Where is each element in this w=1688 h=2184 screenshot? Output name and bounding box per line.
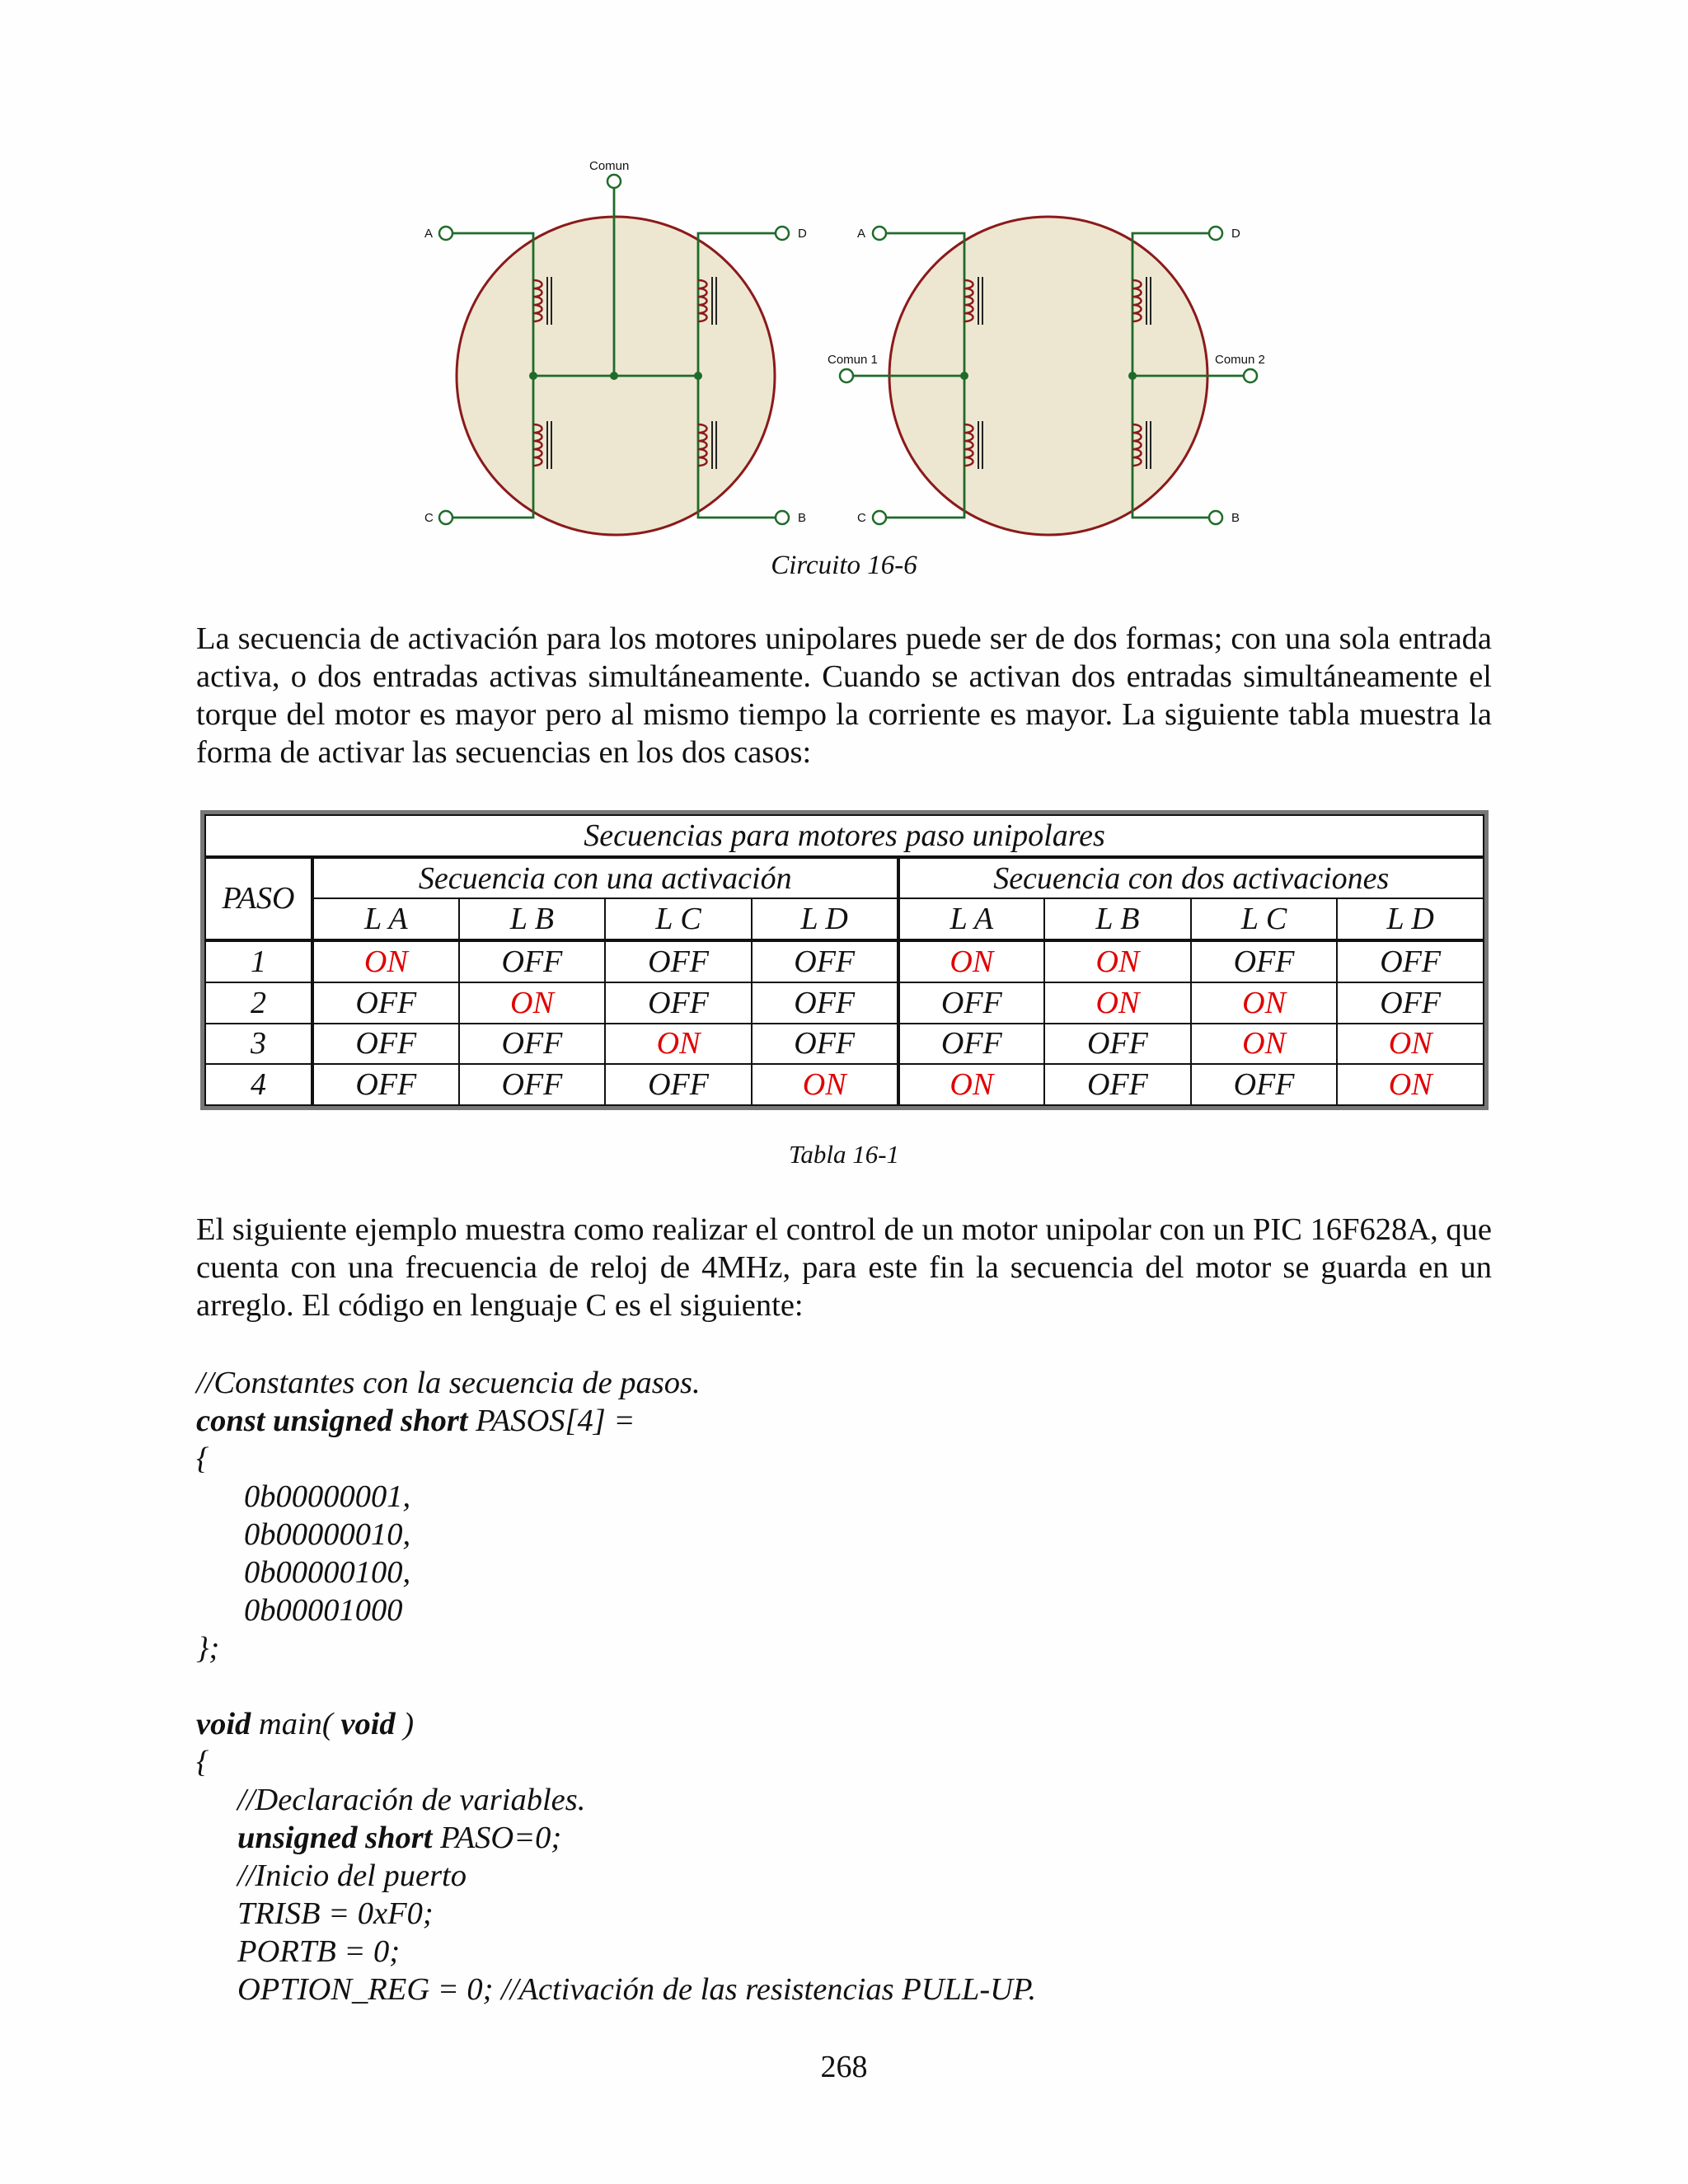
- group-header-double: Secuencia con dos activaciones: [898, 857, 1484, 899]
- label-right-c: C: [857, 511, 866, 525]
- state-cell: OFF: [1191, 940, 1338, 982]
- label-right-b: B: [1231, 511, 1240, 525]
- state-cell: ON: [1191, 982, 1338, 1024]
- label-left-d: D: [798, 227, 807, 241]
- table-row: [205, 1064, 1484, 1105]
- state-cell: ON: [1044, 982, 1191, 1024]
- state-cell: ON: [605, 1024, 752, 1065]
- col-header: L D: [1337, 898, 1484, 940]
- code-line: OPTION_REG = 0; //Activación de las resistencias PULL-UP.: [237, 1972, 1037, 2007]
- state-cell: OFF: [312, 1064, 459, 1105]
- state-cell: ON: [898, 940, 1045, 982]
- code-blank: [196, 1667, 1036, 1705]
- code-keyword: unsigned short: [237, 1821, 433, 1855]
- code-keyword: const unsigned short: [196, 1404, 468, 1438]
- paragraph-intro: La secuencia de activación para los motores unipolares puede ser de dos formas; con una sola entrada activa, o dos entradas activas simultáneamente. Cuando se activan dos entradas simultáneamente el torque del motor es mayor pero al mismo tiempo la corriente es mayor. La siguiente tabla muestra la forma de activar las secuencias en los dos casos:: [196, 621, 1492, 770]
- state-cell: OFF: [898, 1024, 1045, 1065]
- code-line: 0b00000100,: [244, 1555, 411, 1590]
- state-cell: OFF: [605, 940, 752, 982]
- left-motor: [439, 175, 789, 535]
- code-keyword: void: [196, 1707, 251, 1741]
- col-header: L A: [312, 898, 459, 940]
- code-text: main(: [251, 1707, 341, 1741]
- state-cell: ON: [1044, 940, 1191, 982]
- code-text: PASOS[4] =: [467, 1404, 635, 1438]
- code-listing: [196, 1364, 1036, 2008]
- circuit-diagram: [0, 0, 1688, 577]
- state-cell: ON: [1337, 1064, 1484, 1105]
- state-cell: OFF: [1044, 1024, 1191, 1065]
- state-cell: OFF: [1337, 982, 1484, 1024]
- state-cell: OFF: [312, 1024, 459, 1065]
- state-cell: OFF: [312, 982, 459, 1024]
- table-row: [205, 982, 1484, 1024]
- col-header: L B: [459, 898, 606, 940]
- paso-header: PASO: [205, 857, 312, 940]
- state-cell: OFF: [605, 982, 752, 1024]
- state-cell: OFF: [605, 1064, 752, 1105]
- page-number: 268: [820, 2050, 868, 2084]
- col-header: L A: [898, 898, 1045, 940]
- code-line: {: [196, 1441, 209, 1476]
- code-line: 0b00000010,: [244, 1517, 411, 1552]
- col-header: L C: [605, 898, 752, 940]
- paso-cell: 3: [205, 1024, 312, 1065]
- state-cell: OFF: [1191, 1064, 1338, 1105]
- state-cell: OFF: [459, 940, 606, 982]
- code-line: {: [196, 1745, 209, 1779]
- code-line: [196, 1402, 1036, 1440]
- code-line: TRISB = 0xF0;: [237, 1896, 434, 1931]
- state-cell: OFF: [898, 982, 1045, 1024]
- state-cell: ON: [312, 940, 459, 982]
- group-header-single: Secuencia con una activación: [312, 857, 898, 899]
- circuit-caption: Circuito 16-6: [771, 551, 917, 580]
- code-line: //Inicio del puerto: [237, 1858, 467, 1893]
- state-cell: ON: [898, 1064, 1045, 1105]
- state-cell: OFF: [1337, 940, 1484, 982]
- state-cell: ON: [1337, 1024, 1484, 1065]
- code-line: [196, 1819, 1036, 1857]
- state-cell: ON: [1191, 1024, 1338, 1065]
- state-cell: ON: [459, 982, 606, 1024]
- table-row: [205, 1024, 1484, 1065]
- paso-cell: 2: [205, 982, 312, 1024]
- code-line: //Declaración de variables.: [237, 1783, 586, 1817]
- code-line: 0b00000001,: [244, 1479, 411, 1514]
- state-cell: OFF: [752, 982, 898, 1024]
- col-header: L D: [752, 898, 898, 940]
- label-left-b: B: [798, 511, 807, 525]
- col-header: L C: [1191, 898, 1338, 940]
- code-text: PASO=0;: [432, 1821, 562, 1855]
- state-cell: OFF: [459, 1024, 606, 1065]
- table-caption: Tabla 16-1: [788, 1140, 900, 1169]
- code-line: 0b00001000: [244, 1593, 403, 1628]
- label-right-d: D: [1231, 227, 1240, 241]
- code-line: PORTB = 0;: [237, 1934, 401, 1969]
- label-left-a: A: [424, 227, 434, 241]
- label-right-a: A: [857, 227, 866, 241]
- state-cell: ON: [752, 1064, 898, 1105]
- code-line: };: [196, 1631, 220, 1666]
- code-text: ): [395, 1707, 415, 1741]
- col-header: L B: [1044, 898, 1191, 940]
- label-comun-1: Comun 1: [828, 353, 878, 367]
- sequence-table: [200, 810, 1489, 1110]
- paso-cell: 1: [205, 940, 312, 982]
- state-cell: OFF: [459, 1064, 606, 1105]
- code-line: //Constantes con la secuencia de pasos.: [196, 1366, 701, 1400]
- paragraph-example: El siguiente ejemplo muestra como realizar el control de un motor unipolar con un PIC 16F628A, que cuenta con una frecuencia de reloj de 4MHz, para este fin la secuencia del motor se guarda en un arreglo. El código en lenguaje C es el siguiente:: [196, 1212, 1492, 1323]
- code-keyword: void: [340, 1707, 396, 1741]
- paso-cell: 4: [205, 1064, 312, 1105]
- right-motor: [840, 217, 1257, 535]
- label-comun-2: Comun 2: [1215, 353, 1265, 367]
- label-comun: Comun: [589, 159, 630, 173]
- table-title: Secuencias para motores paso unipolares: [205, 815, 1484, 857]
- state-cell: OFF: [752, 1024, 898, 1065]
- code-line: [196, 1705, 1036, 1743]
- state-cell: OFF: [1044, 1064, 1191, 1105]
- table-row: [205, 940, 1484, 982]
- state-cell: OFF: [752, 940, 898, 982]
- label-left-c: C: [424, 511, 434, 525]
